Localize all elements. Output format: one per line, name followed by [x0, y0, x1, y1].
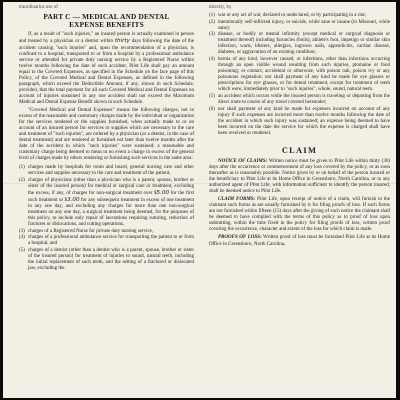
list-item: (4) charges of a professional ambulance service for transporting the patient to or from a hospital, and: [19, 235, 194, 247]
list-item: (2) intentionally self-inflicted injury, or suicide, while sane or insane (in Missouri, while sane);: [209, 19, 390, 31]
right-cutoff-text: directly, by: [209, 5, 232, 10]
list-item: (4) hernia of any kind, however caused, or infections, other than infections occurring through an open visible wound resulting from such injuries, ptomaine or food poisoning; or contact, accidental or otherwise, with poison oak, poison ivy or any poisonous vegetation; nor shall payment of any kind be made for eye glasses or prescriptions for eye glasses, or for dental treatment, except for treatment of teeth which were, immediately prior to "such injuries", whole, sound, natural teeth.: [209, 57, 390, 93]
right-column: [209, 5, 390, 248]
list-item: (1) war or any act of war, declared or undeclared, or by participating in a riot;: [209, 13, 367, 18]
claim-forms-paragraph: CLAIM FORMS: Pilot Life, upon receipt of notice of a claim, will furnish to the claimant such forms as are usually furnished by it for filing proofs of loss. If such forms are not furnished within fifteen (15) days after the giving of such notice the claimant shall be deemed to have complied with the terms of this policy as to proof of loss upon submitting, within the time fixed in the policy for filing proofs of loss, written proof covering the occurrence, character and extent of the loss for which claim is made.: [209, 197, 390, 233]
intro-paragraph-2: "Covered Medical and Dental Expenses" means the following charges, not in excess of the reasonable and customary charges made by the individual or organization for the services rendered or the supplies furnished, when actually made to or on account of an insured person for services or supplies which are necessary to the care and treatment of "such injuries", are ordered by a physician (or a dentist, in the case of dental treatment) and are rendered or furnished not later than twelve months after the date of the accident in which "such injuries" were sustained; a reasonable and customary charge being deemed to mean to no event a charge in excess of the general level of charges made by others rendering or furnishing such services in the same area:: [19, 107, 194, 162]
claim-heading: CLAIM: [281, 145, 318, 155]
part-c-heading: PART C — MEDICAL AND DENTAL: [43, 12, 170, 21]
typed-days-value: thirty: [114, 38, 130, 45]
part-c-subheading: EXPENSE BENEFITS: [69, 20, 144, 30]
intro-text-a: If, as a result of "such injuries," an insured person is actually examined in person and treated by a physician or a dentist within: [19, 32, 194, 45]
policy-page: [3, 2, 396, 398]
claim-forms-label: CLAIM FORMS:: [218, 197, 256, 203]
left-column: [19, 5, 194, 272]
typed-amount-first: 5.00: [156, 189, 170, 196]
list-item: (5) an accident which occurs while the insured person is traveling or departing from the direct route to course of any travel covered hereunder;: [209, 93, 390, 106]
intro-paragraph-1: [19, 32, 194, 106]
list-item: (3) disease, or bodily or mental infirmity (except medical or surgical diagnosis or treatment thereof) including furuncles (boils), athlete's foot, impetigo or similar skin infection, warts, blisters, allergies, ingrown nails, appendicitis, cardiac disease, diabetes, or aggravation of an existing condition;: [209, 32, 390, 56]
intro-text-b: days following the date of the accident causing "such injuries" and, upon the recommendation of a physician, is confined to a hospital, transported to or from a hospital by a professional ambulance service or attended for private duty nursing service by a Registered Nurse within twelve months following the date of such accident, Pilot Life shall pay an amount equal to the Covered Expenses, as specified in the Schedule on the face page of this Policy, of the Covered Medical and Dental Expenses, as defined in the following paragraph, which exceed the Deductible Amount, if any, shown in such Schedule, provided, that the total payment for all such Covered Medical and Dental Expenses on account of injuries sustained in any one accident shall not exceed the Maximum Medical and Dental Expense Benefit shown in such Schedule.: [19, 39, 195, 105]
list-item: (2) charges of physicians (other than a physician who is a parent, spouse, brother or sister of the insured person) for medical or surgical care or treatment, excluding the excess, if any, of charges for non-surgical treatment over $5.00 for the first such treatment or $3.00 for any subsequent treatment in excess of one treatment in any one day, and excluding any charges for more than one non-surgical treatment on any one day, a surgical treatment being deemed, for the purposes of this policy, to include only repair of lacerations requiring suturing, reduction of fractures or dislocations, and cutting operations,: [19, 177, 195, 227]
list-item: (6) nor shall payment of any kind be made for expenses incurred on account of any injury if such expenses are incurred more than twelve months following the date of the accident in which such injury was sustained; an expense being deemed to have been incurred on the date the service for which the expense is charged shall have been received or rendered.: [209, 106, 390, 136]
list-item: (1) charges made by hospitals for room and board, general nursing care and other services and supplies necessary to the care and treatment of the patient,: [19, 164, 194, 177]
notice-of-claims-label: NOTICE OF CLAIMS:: [218, 158, 268, 164]
proofs-of-loss-paragraph: PROOFS OF LOSS: Written proof of loss must be furnished Pilot Life at its Home Office in Greensboro, North Carolina,: [209, 235, 390, 247]
typed-amount-subsequent: 3.00: [67, 196, 80, 203]
list-item: (3) charges of a Registered Nurse for private duty nursing service,: [19, 228, 154, 234]
notice-of-claims-paragraph: NOTICE OF CLAIMS: Written notice must be given to Pilot Life within thirty (30) days after the occurrence or commencement of any loss covered by the policy, or as soon thereafter as is reasonably possible. Notice given by or on behalf of the person insured or the beneficiary to Pilot Life at its Home Office in Greensboro, North Carolina, or to any authorized agent of Pilot Life, with information sufficient to identify the person insured, shall be deemed notice to Pilot Life.: [209, 158, 390, 195]
exclusions-list: [209, 13, 390, 137]
list-item: (5) charges of a dentist (other than a dentist who is a parent, spouse, brother or sister of the insured person) for treatment of injuries to sound, natural teeth, including the initial replacement of such teeth, and the setting of a fractured or dislocated jaw, excluding the: [19, 247, 194, 272]
proofs-of-loss-label: PROOFS OF LOSS:: [218, 235, 262, 241]
left-cutoff-text: traordinarius use of: [19, 5, 58, 10]
covered-expenses-list: [19, 165, 194, 272]
